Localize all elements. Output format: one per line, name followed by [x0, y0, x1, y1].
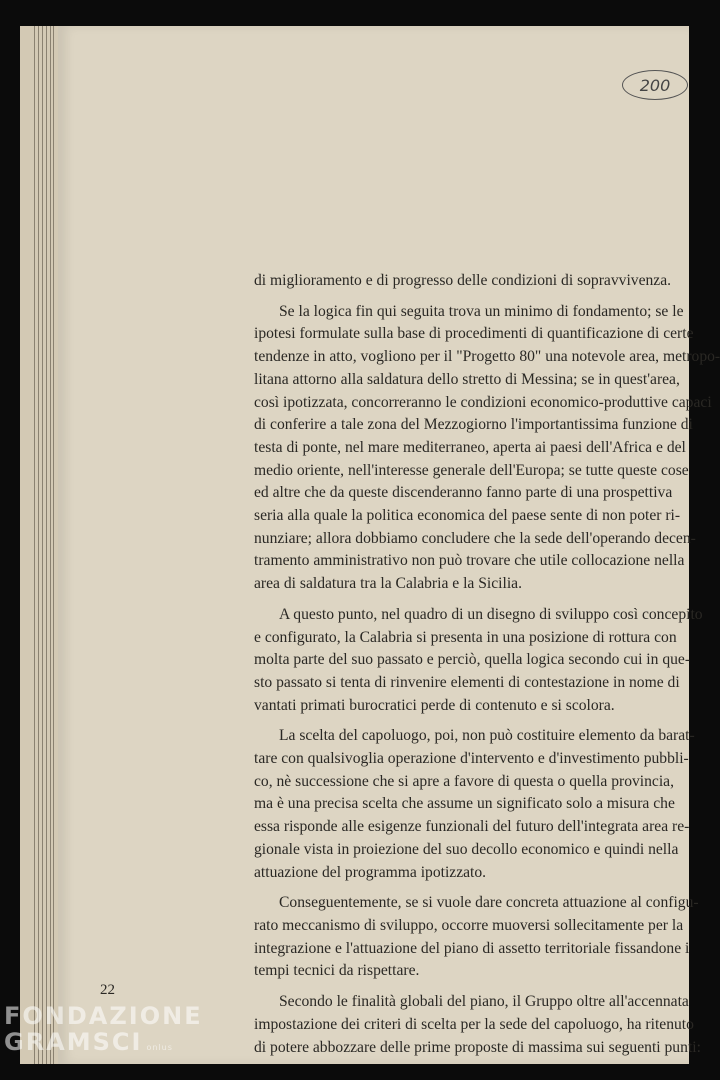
text-line: tendenze in atto, vogliono per il "Progetto 80" una notevole area, metropo-: [254, 348, 720, 366]
text-line: di miglioramento e di progresso delle condizioni di sopravvivenza.: [254, 272, 672, 289]
text-line: rato meccanismo di sviluppo, occorre muoversi sollecitamente per la: [254, 916, 684, 934]
text-line: Conseguentemente, se si vuole dare concreta attuazione al configu-: [279, 894, 699, 912]
text-line: area di saldatura tra la Calabria e la Sicilia.: [254, 575, 522, 593]
text-line: di conferire a tale zona del Mezzogiorno l'importantissima funzione di: [254, 416, 693, 434]
text-line: nunziare; allora dobbiamo concludere che la sede dell'operando decen-: [254, 529, 696, 547]
text-line: A questo punto, nel quadro di un disegno di sviluppo così concepito: [279, 605, 703, 623]
text-line: sto passato si tenta di rinvenire elementi di contestazione in nome di: [254, 673, 680, 691]
body-text: [254, 270, 720, 1059]
watermark-logo: [4, 1003, 203, 1061]
page-number: 22: [100, 982, 115, 998]
text-line: essa risponde alle esigenze funzionali del futuro dell'integrata area re-: [254, 818, 690, 836]
text-line: così ipotizzata, concorreranno le condizioni economico-produttive capaci: [254, 393, 712, 411]
text-line: testa di ponte, nel mare mediterraneo, aperta ai paesi dell'Africa e del: [254, 438, 686, 456]
text-line: La scelta del capoluogo, poi, non può costituire elemento da barat-: [279, 727, 695, 745]
archive-number: 200: [622, 70, 688, 100]
text-line: co, nè successione che si apre a favore di questa o quella provincia,: [254, 772, 674, 790]
text-line: integrazione e l'attuazione del piano di assetto territoriale fissandone i: [254, 939, 690, 957]
text-line: vantati primati burocratici perde di contenuto e si scolora.: [254, 696, 615, 714]
text-line: attuazione del programma ipotizzato.: [254, 863, 487, 881]
text-line: gionale vista in proiezione del suo decollo economico e quindi nella: [254, 840, 679, 858]
text-line: medio oriente, nell'interesse generale dell'Europa; se tutte queste cose: [254, 461, 689, 479]
text-line: e configurato, la Calabria si presenta in una posizione di rottura con: [254, 628, 677, 646]
text-line: tempi tecnici da rispettare.: [254, 962, 420, 980]
watermark-suffix: onlus: [146, 1043, 173, 1052]
text-line: molta parte del suo passato e perciò, quella logica secondo cui in que-: [254, 651, 691, 669]
text-line: di potere abbozzare delle prime proposte di massima sui seguenti punti:: [254, 1038, 701, 1056]
text-line: tramento amministrativo non può trovare che utile collocazione nella: [254, 552, 685, 570]
text-line: ipotesi formulate sulla base di procedimenti di quantificazione di certe: [254, 325, 694, 343]
text-line: ed altre che da queste discenderanno fanno parte di una prospettiva: [254, 484, 673, 502]
text-line: Secondo le finalità globali del piano, il Gruppo oltre all'accennata: [279, 993, 689, 1011]
text-line: seria alla quale la politica economica del paese sente di non poter ri-: [254, 507, 681, 525]
text-line: tare con qualsivoglia operazione d'intervento e d'investimento pubbli-: [254, 750, 689, 768]
watermark-line2: GRAMSCI: [4, 1028, 143, 1056]
text-line: litana attorno alla saldatura dello stretto di Messina; se in quest'area,: [254, 370, 680, 388]
watermark-line1: FONDAZIONE: [4, 1002, 203, 1030]
text-line: impostazione dei criteri di scelta per la sede del capoluogo, ha ritenuto: [254, 1015, 694, 1033]
text-line: ma è una precisa scelta che assume un significato solo a misura che: [254, 795, 675, 813]
text-line: Se la logica fin qui seguita trova un minimo di fondamento; se le: [279, 302, 684, 320]
